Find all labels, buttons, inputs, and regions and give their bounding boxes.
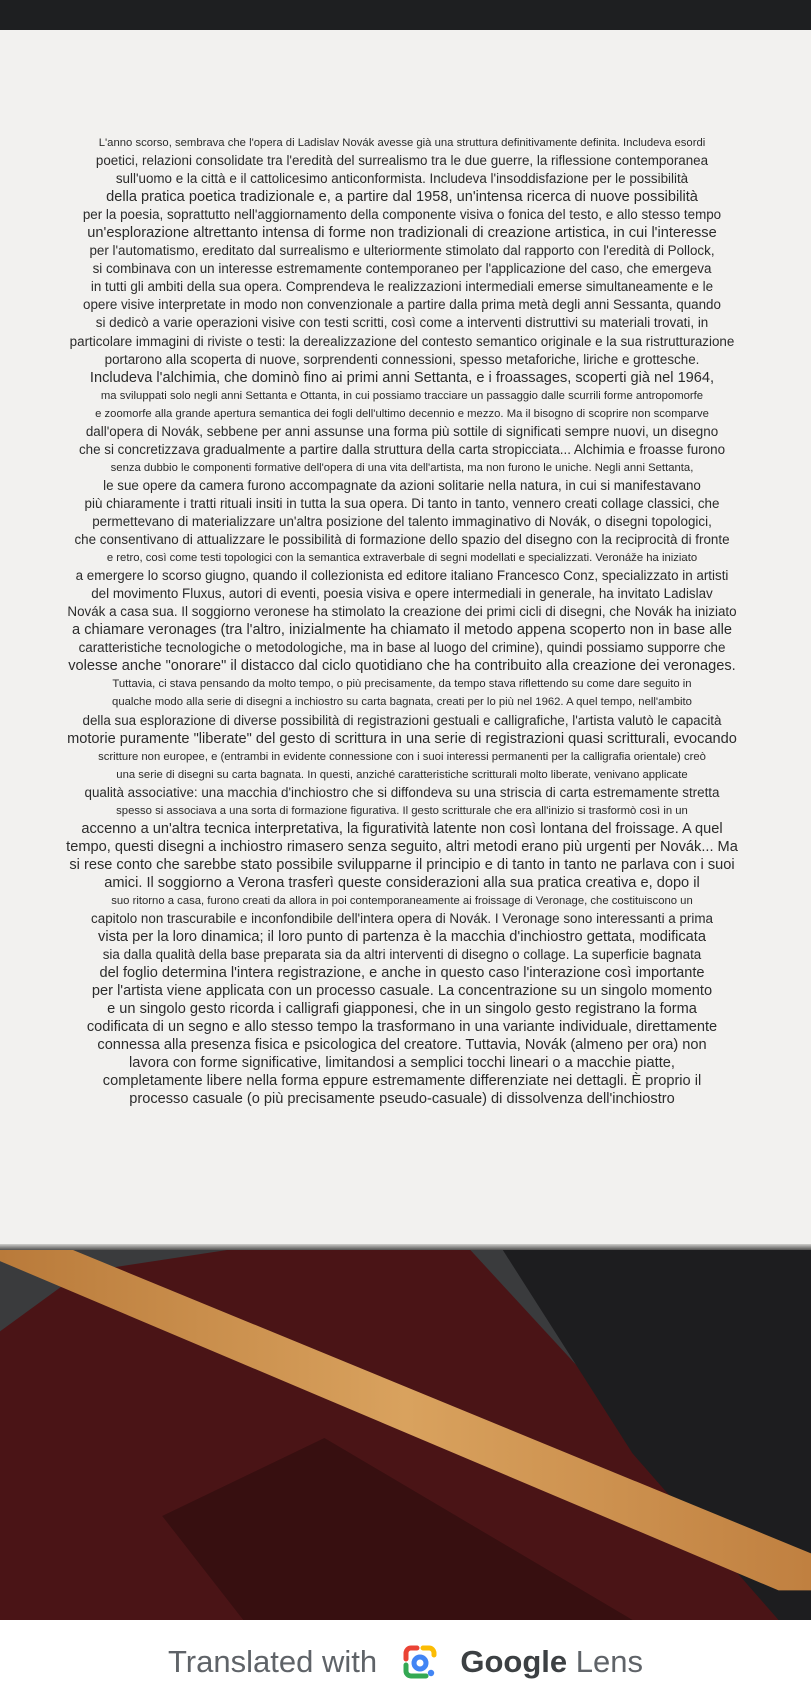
translated-with-label: Translated with [168, 1644, 378, 1679]
text-line: un'esplorazione altrettanto intensa di forme non tradizionali di creazione artistica, in cui l'interesse [87, 225, 717, 242]
text-line: si combinava con un interesse estremamente contemporaneo per l'applicazione del caso, che emergeva [92, 261, 712, 277]
text-line: a emergere lo scorso giugno, quando il collezionista ed editore italiano Francesco Conz, specializzato in artisti [75, 568, 729, 584]
text-line: si rese conto che sarebbe stato possibile svilupparne il principio e di tanto in tanto ne parlava con i suoi [69, 856, 735, 873]
text-line: in tutti gli ambiti della sua opera. Comprendeva le realizzazioni intermediali emerse simultaneamente e le [90, 279, 714, 295]
text-line: che consentivano di attualizzare le possibilità di formazione dello spazio del disegno con la reciprocità di fronte [74, 532, 730, 548]
paper-page [0, 30, 811, 1244]
text-line: che si concretizzava gradualmente a partire dalla struttura della carta stropicciata... Alchimia e froasse furono [78, 441, 726, 457]
text-line: per l'artista viene applicata con un processo casuale. La concentrazione su un singolo momento [91, 983, 713, 1000]
text-line: connessa alla presenza fisica e psicologica del creatore. Tuttavia, Novák (almeno per ora) non [97, 1037, 707, 1054]
text-line: le sue opere da camera furono accompagnate da azioni solitarie nella natura, in cui si manifestavano [103, 477, 701, 493]
text-line: scritture non europee, e (entrambi in evidente connessione con i suoi interessi permanenti per la calligrafia orientale) creò [98, 750, 706, 763]
text-line: opere visive interpretate in modo non convenzionale a partire dalla prima metà degli anni Sessanta, quando [83, 297, 721, 313]
text-line: e un singolo gesto ricorda i calligrafi giapponesi, che in un singolo gesto registrano la forma [107, 1001, 697, 1018]
lens-footer [0, 1620, 811, 1705]
text-line: accenno a un'altra tecnica interpretativa, la figuratività latente non così lontana del froissage. A quel [81, 820, 723, 837]
dark-top-edge [0, 0, 811, 32]
text-line: a chiamare veronages (tra l'altro, inizialmente ha chiamato il metodo appena scoperto non in base alle [72, 622, 732, 639]
text-line: e retro, così come testi topologici con la semantica extraverbale di segni modellati e specializzati. Veronáže ha iniziato [106, 552, 698, 565]
text-line: sull'uomo e la città e il cattolicesimo anticonformista. Includeva l'insoddisfazione per le possibilità [115, 171, 689, 187]
text-line: codificata di un segno e allo stesso tempo la trasformano in una variante individuale, direttamente [86, 1019, 718, 1036]
text-line: qualche modo alla serie di disegni a inchiostro su carta bagnata, creati per lo più nel 1962. A quel tempo, nell'ambito [112, 696, 692, 709]
text-line: amici. Il soggiorno a Verona trasferì queste considerazioni alla sua pratica creativa e, dopo il [104, 874, 700, 891]
text-line: L'anno scorso, sembrava che l'opera di Ladislav Novák avesse già una struttura definitivamente definita. Includeva esordi [98, 137, 706, 149]
text-line: completamente libere nella forma eppure estremamente differenziate nei dettagli. È proprio il [102, 1073, 702, 1090]
text-line: della sua esplorazione di diverse possibilità di registrazioni gestuali e calligrafiche, l'artista valutò le capacità [82, 712, 722, 728]
text-line: portarono alla scoperta di nuove, sorprendenti connessioni, spesso metaforiche, liriche e grottesche. [104, 351, 700, 367]
text-line: Includeva l'alchimia, che dominò fino ai primi anni Settanta, e i froassages, scoperti già nel 1964, [89, 369, 715, 386]
text-line: una serie di disegni su carta bagnata. In questi, anziché caratteristiche scritturali molto liberate, venivano applicate [116, 768, 688, 781]
text-line: e zoomorfe alla grande apertura semantica dei fogli dell'ultimo decennio e mezzo. Ma il bisogno di scoprire non scomparve [95, 407, 709, 420]
text-line: del movimento Fluxus, autori di eventi, poesia visiva e opere intermediali in generale, ha invitato Ladislav [91, 586, 713, 602]
text-line: si dedicò a varie operazioni visive con testi scritti, così come a interventi distruttivi su materiali trovati, in [95, 315, 709, 331]
text-line: permettevano di materializzare un'altra posizione del talento immaginativo di Novák, o disegni topologici, [92, 513, 712, 529]
text-line: qualità associative: una macchia d'inchiostro che si diffondeva su una striscia di carta estremamente stretta [84, 784, 720, 800]
text-line: senza dubbio le componenti formative dell'opera di una vita dell'artista, ma non furono le uniche. Negli anni Settanta, [110, 461, 694, 474]
text-line: caratteristiche tecnologiche o metodologiche, ma in base al luogo del crimine), quindi possiamo supporre che [78, 640, 726, 656]
text-line: del foglio determina l'intera registrazione, e anche in questo caso l'interazione così importante [99, 965, 705, 982]
text-line: sia dalla qualità della base preparata sia da altri interventi di disegno o collage. La superficie bagnata [102, 947, 702, 963]
text-line: vista per la loro dinamica; il loro punto di partenza è la macchia d'inchiostro gettata, modificata [98, 929, 706, 946]
text-line: suo ritorno a casa, furono creati da allora in poi contemporaneamente ai froissage di Veronage, che costituiscono un [111, 894, 693, 907]
footer-attribution [0, 1642, 811, 1682]
text-line: volesse anche "onorare" il distacco dal ciclo quotidiano che ha contribuito alla creazione dei veronages. [68, 658, 736, 675]
google-lens-icon [400, 1642, 440, 1682]
text-line: motorie puramente "liberate" del gesto di scrittura in una serie di registrazioni quasi scritturali, evocando [67, 730, 737, 747]
translated-text-block [26, 134, 778, 1109]
text-line: processo casuale (o più precisamente pseudo-casuale) di dissolvenza dell'inchiostro [129, 1091, 675, 1108]
text-line: Tuttavia, ci stava pensando da molto tempo, o più precisamente, da tempo stava riflettendo su come dare seguito in [112, 678, 692, 691]
text-line: particolare immagini di riviste o testi: la derealizzazione del contesto semantico originale e la sua ristrutturazione [69, 333, 735, 349]
text-line: ma sviluppati solo negli anni Settanta e Ottanta, in cui possiamo tracciare un passaggio dalle scurrili forme antropomorfe [100, 389, 704, 402]
text-line: più chiaramente i tratti rituali insiti in tutta la sua opera. Di tanto in tanto, vennero creati collage classici, che [84, 495, 720, 511]
text-line: Novák a casa sua. Il soggiorno veronese ha stimolato la creazione dei primi cicli di disegni, che Novák ha iniziato [67, 604, 737, 620]
text-line: della pratica poetica tradizionale e, a partire dal 1958, un'intensa ricerca di nuove possibilità [106, 189, 698, 206]
text-line: spesso si associava a una sorta di formazione figurativa. Il gesto scritturale che era all'inizio si trasformò così in un [116, 804, 688, 817]
text-line: poetici, relazioni consolidate tra l'eredità del surrealismo tra le due guerre, la riflessione contemporanea [95, 153, 709, 169]
text-line: capitolo non trascurabile e inconfondibile dell'intera opera di Novák. I Veronage sono interessanti a prima [91, 911, 713, 927]
text-line: per l'automatismo, ereditato dal surrealismo e ulteriormente stimolato dal rapporto con l'eredità di Pollock, [89, 243, 715, 259]
lens-wordmark: Lens [575, 1644, 643, 1679]
text-line: dall'opera di Novák, sebbene per anni assunse una forma più sottile di significati sempre nuovi, un disegno [85, 423, 719, 439]
text-line: tempo, questi disegni a inchiostro rimasero senza seguito, altri metodi erano più urgenti per Novák... Ma [66, 838, 738, 855]
text-line: per la poesia, soprattutto nell'aggiornamento della componente visiva o fonica del testo, e allo stesso tempo [82, 207, 722, 223]
google-wordmark: Google [460, 1644, 568, 1679]
text-line: lavora con forme significative, limitandosi a semplici tocchi lineari o a macchie piatte, [129, 1055, 675, 1072]
